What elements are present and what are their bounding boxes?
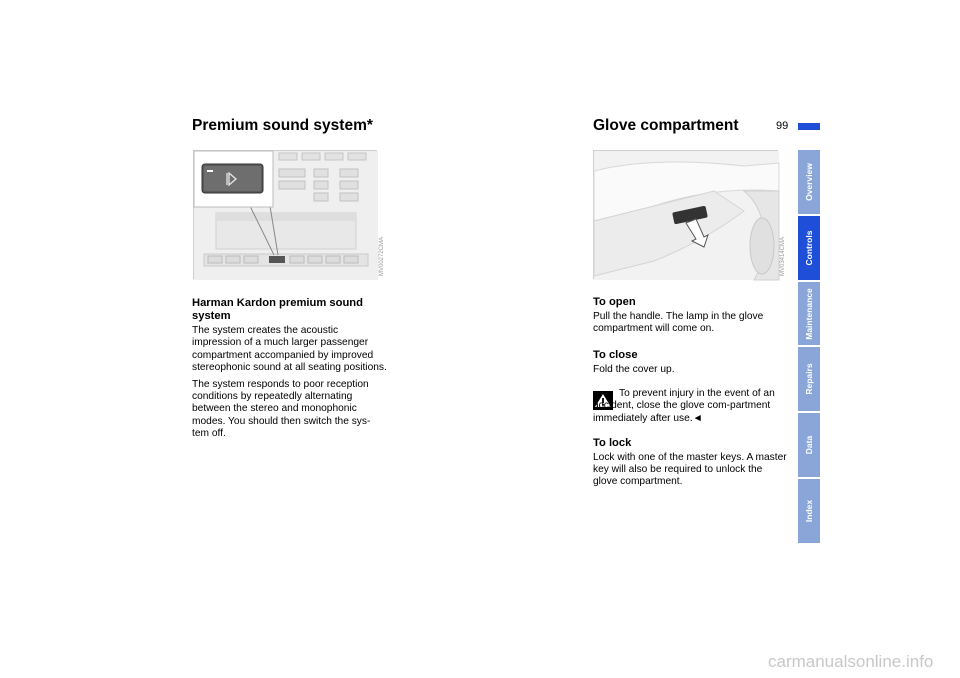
sidebar-tab-index[interactable] (798, 479, 820, 543)
to-lock-title: To lock (593, 437, 632, 449)
to-close-title: To close (593, 349, 638, 361)
paragraph: The system responds to poor reception conditions by repeatedly alternating between the stereo and monophonic modes. You should then switch the sys-tem off. (192, 378, 371, 440)
sidebar-tab-overview[interactable] (798, 150, 820, 214)
end-mark: ◄ (692, 412, 703, 424)
left-body-text (192, 325, 387, 445)
to-lock-section (593, 437, 788, 489)
to-lock-text: Lock with one of the master keys. A master key will also be required to unlock the glove compartment. (593, 451, 787, 488)
paragraph: The system creates the acoustic impression of a much larger passenger compartment accompanied by improved stereophonic sound at all seating positions. (192, 325, 387, 374)
warning-text (593, 388, 788, 425)
dashboard-illustration (194, 151, 378, 280)
left-section-heading: Premium sound system* (192, 117, 373, 134)
sound-system-figure (193, 150, 385, 279)
to-open-section (593, 296, 788, 335)
to-open-text: Pull the handle. The lamp in the glove compartment will come on. (593, 310, 764, 334)
sidebar-tab-data[interactable] (798, 413, 820, 477)
right-section-heading: Glove compartment (593, 117, 739, 134)
to-close-section (593, 349, 788, 376)
tab-label: Controls (804, 230, 814, 266)
sidebar-tab-controls[interactable] (798, 216, 820, 280)
tab-label: Data (804, 435, 814, 455)
page-number-bar (798, 123, 820, 130)
to-open-title: To open (593, 296, 636, 308)
tab-label: Overview (804, 163, 814, 201)
sidebar-tab-repairs[interactable] (798, 347, 820, 411)
figure-code: MV03414CMA (780, 236, 786, 276)
harman-kardon-subheading: Harman Kardon premium sound system (192, 297, 363, 322)
to-close-text: Fold the cover up. (593, 363, 675, 375)
sidebar-tab-maintenance[interactable] (798, 282, 820, 345)
tab-label: Repairs (804, 363, 814, 395)
tab-label: Index (804, 499, 814, 523)
watermark-text: carmanualsonline.info (768, 652, 934, 671)
page-number: 99 (776, 120, 789, 132)
warning-message: To prevent injury in the event of an accident, close the glove com-partment immediately after use. (593, 388, 775, 424)
tab-label: Maintenance (804, 287, 814, 340)
figure-code: MV00272CMA (379, 236, 385, 276)
glove-compartment-figure (593, 150, 786, 279)
glove-box-illustration (594, 151, 779, 280)
